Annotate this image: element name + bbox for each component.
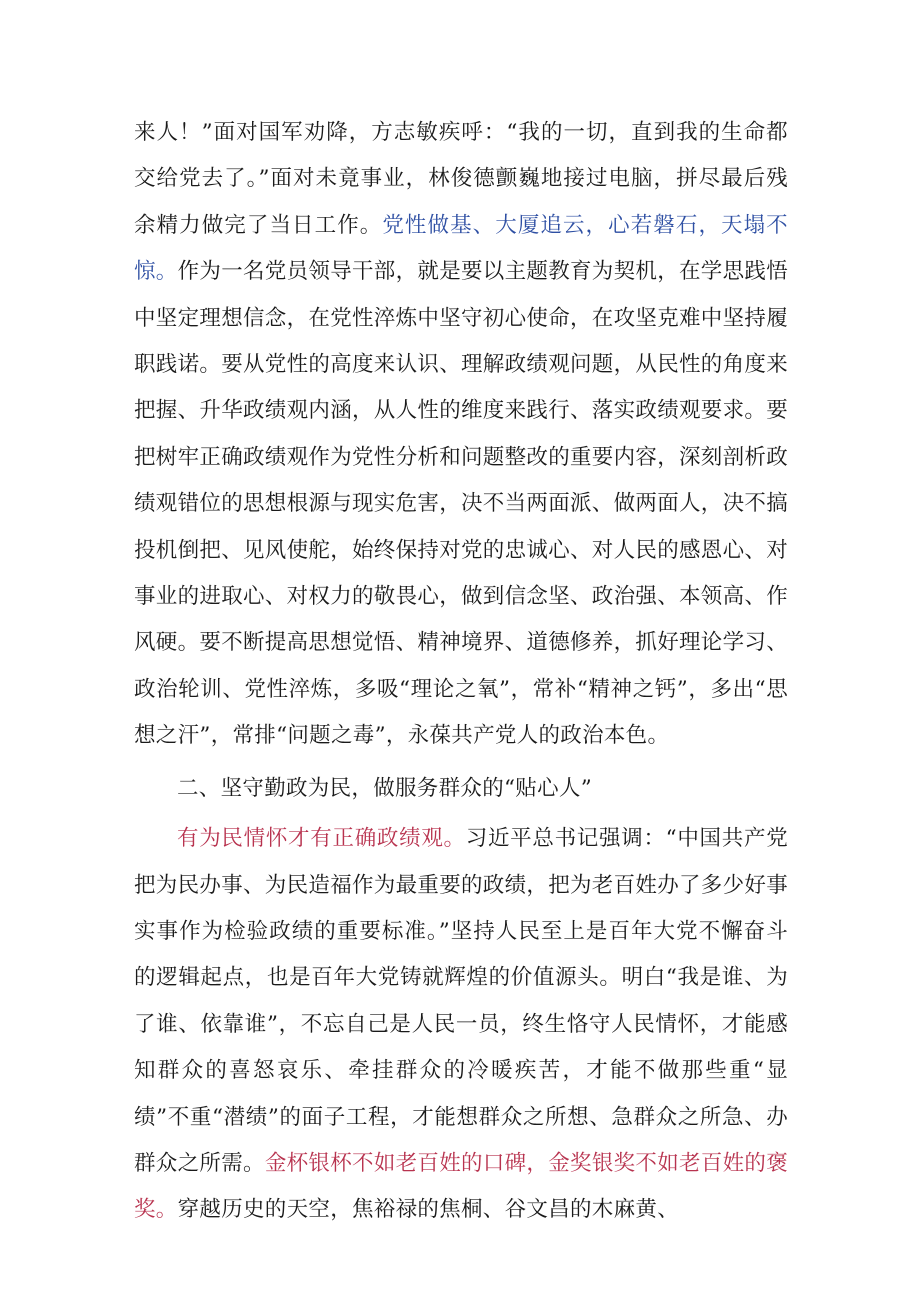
- paragraph-1-text-b: 作为一名党员领导干部，就是要以主题教育为契机，在学思践悟中坚定理想信念，在党性淬炼中坚守初心使命，在攻坚克难中坚持履职践诺。要从党性的高度来认识、理解政绩观问题，从民性的角度来把握、升华政绩观内涵，从人性的维度来践行、落实政绩观要求。要把树牢正确政绩观作为党性分析和问题整改的重要内容，深刻剖析政绩观错位的思想根源与现实危害，决不当两面派、做两面人，决不搞投机倒把、见风使舵，始终保持对党的忠诚心、对人民的感恩心、对事业的进取心、对权力的敬畏心，做到信念坚、政治强、本领高、作风硬。要不断提高思想觉悟、精神境界、道德修养，抓好理论学习、政治轮训、党性淬炼，多吸“理论之氧”，常补“精神之钙”，多出“思想之汗”，常排“问题之毒”，永葆共产党人的政治本色。: [134, 259, 789, 749]
- paragraph-2-lead: 有为民情怀才有正确政绩观。: [177, 826, 466, 852]
- paragraph-2-text-a: 习近平总书记强调：“中国共产党把为民办事、为民造福作为最重要的政绩，把为老百姓办了多少好事实事作为检验政绩的重要标准。”坚持人民至上是百年大党不懈奋斗的逻辑起点，也是百年大党铸就辉煌的价值源头。明白“我是谁、为了谁、依靠谁”，不忘自己是人民一员，终生恪守人民情怀，才能感知群众的喜怒哀乐、牵挂群众的冷暖疾苦，才能不做那些重“显绩”不重“潜绩”的面子工程，才能想群众之所想、急群众之所急、办群众之所需。: [134, 826, 789, 1176]
- paragraph-1-text-a: 来人！”面对国军劝降，方志敏疾呼：“我的一切，直到我的生命都交给党去了。”面对未竟事业，林俊德颤巍地接过电脑，拼尽最后残余精力做完了当日工作。: [134, 120, 788, 238]
- section-heading: 二、坚守勤政为民，做服务群众的“贴心人”: [177, 775, 592, 801]
- document-body: [134, 110, 788, 1234]
- paragraph-2: [134, 816, 788, 1234]
- paragraph-1-highlight: 党性做基、大厦追云，心若磐石，天塌不惊。: [134, 212, 788, 285]
- paragraph-2-text-b: 穿越历史的天空，焦裕禄的焦桐、谷文昌的木麻黄、: [177, 1197, 680, 1223]
- paragraph-1: [134, 110, 788, 760]
- paragraph-2-highlight: 金杯银杯不如老百姓的口碑，金奖银奖不如老百姓的褒奖。: [134, 1150, 789, 1223]
